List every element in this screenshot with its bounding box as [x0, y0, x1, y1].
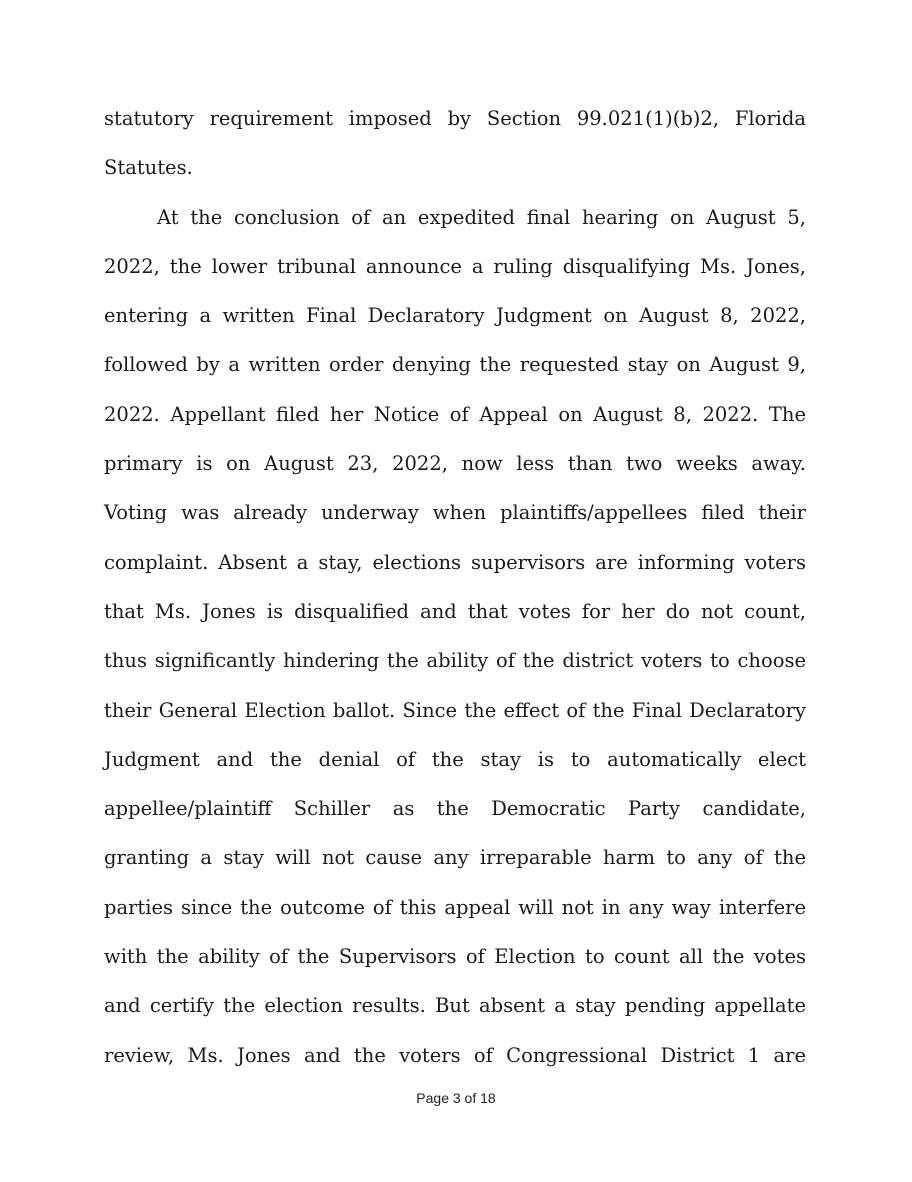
paragraph-2: [104, 193, 806, 1080]
text-line: and certify the election results. But absent a stay pending appellate: [104, 994, 806, 1018]
text-line: 2022, the lower tribunal announce a ruling disqualifying Ms. Jones,: [104, 254, 806, 278]
text-line: Statutes.: [104, 156, 193, 180]
text-line: primary is on August 23, 2022, now less than two weeks away.: [104, 452, 806, 476]
text-line: thus significantly hindering the ability of the district voters to choose: [104, 649, 806, 673]
text-line: with the ability of the Supervisors of Election to count all the votes: [104, 945, 806, 969]
text-line: Voting was already underway when plaintiffs/appellees filed their: [104, 501, 806, 525]
text-line: followed by a written order denying the requested stay on August 9,: [104, 353, 806, 377]
text-line: granting a stay will not cause any irreparable harm to any of the: [104, 846, 806, 870]
text-line: Judgment and the denial of the stay is to automatically elect: [104, 747, 806, 771]
text-line: appellee/plaintiff Schiller as the Democratic Party candidate,: [104, 797, 806, 821]
page-number: Page 3 of 18: [416, 1090, 496, 1106]
text-line: At the conclusion of an expedited final hearing on August 5,: [157, 205, 806, 229]
text-line: statutory requirement imposed by Section 99.021(1)(b)2, Florida: [104, 107, 806, 130]
text-line: review, Ms. Jones and the voters of Congressional District 1 are: [104, 1043, 806, 1067]
text-line: entering a written Final Declaratory Judgment on August 8, 2022,: [104, 304, 806, 328]
text-line: 2022. Appellant filed her Notice of Appeal on August 8, 2022. The: [104, 402, 806, 426]
text-line: parties since the outcome of this appeal will not in any way interfere: [104, 895, 806, 919]
paragraph-1: [104, 94, 806, 193]
text-line: their General Election ballot. Since the effect of the Final Declaratory: [104, 698, 806, 722]
body-text: [104, 94, 806, 1080]
text-line: that Ms. Jones is disqualified and that votes for her do not count,: [104, 599, 806, 623]
text-line: complaint. Absent a stay, elections supervisors are informing voters: [104, 550, 806, 574]
